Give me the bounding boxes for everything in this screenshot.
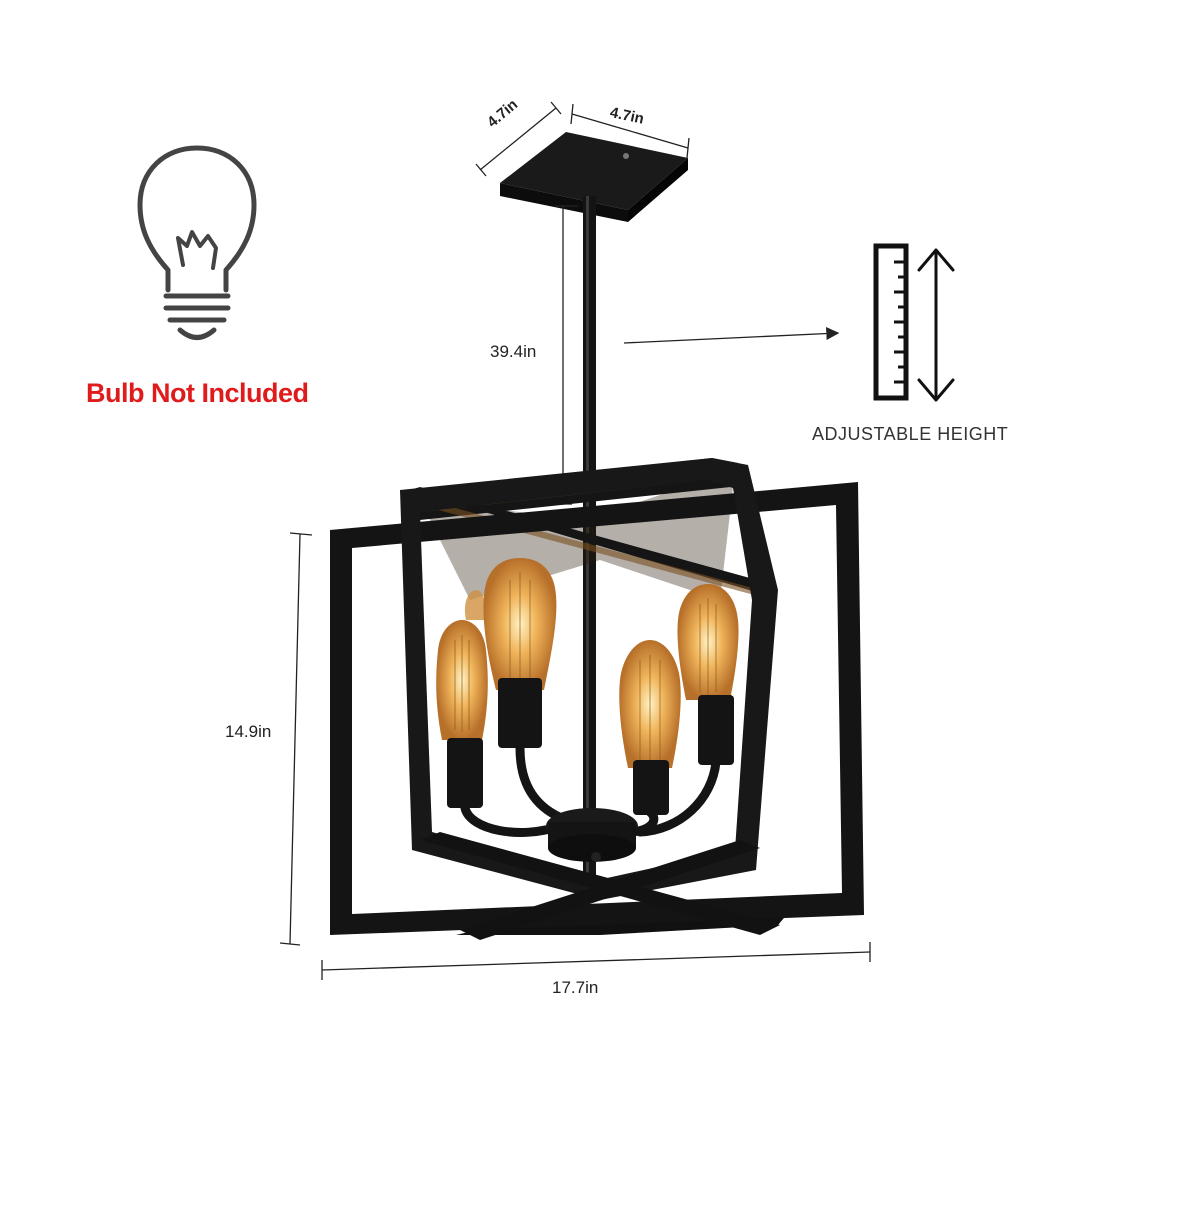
height-label: 14.9in <box>225 722 272 741</box>
fixture-hub <box>546 808 638 862</box>
fixture-cage <box>330 458 864 940</box>
broken-lightbulb-icon <box>140 148 254 338</box>
adjustable-height-label: ADJUSTABLE HEIGHT <box>812 424 1009 444</box>
bulb-right-back <box>677 584 738 765</box>
adjustable-pointer-arrow <box>624 333 838 343</box>
width-dimension-line <box>322 942 870 980</box>
width-label: 17.7in <box>552 978 599 997</box>
rod-length-label: 39.4in <box>490 342 537 361</box>
canopy-width-label: 4.7in <box>608 104 646 128</box>
bulb-right-front <box>619 640 680 815</box>
canopy-depth-label: 4.7in <box>484 96 522 132</box>
ruler-icon <box>876 246 906 398</box>
double-arrow-vertical-icon <box>919 250 953 400</box>
bulb-center <box>484 558 557 748</box>
height-dimension-line <box>280 533 312 945</box>
bulb-left <box>436 620 488 808</box>
rod-dimension-line <box>555 206 578 504</box>
bulb-not-included-note: Bulb Not Included <box>86 378 309 408</box>
